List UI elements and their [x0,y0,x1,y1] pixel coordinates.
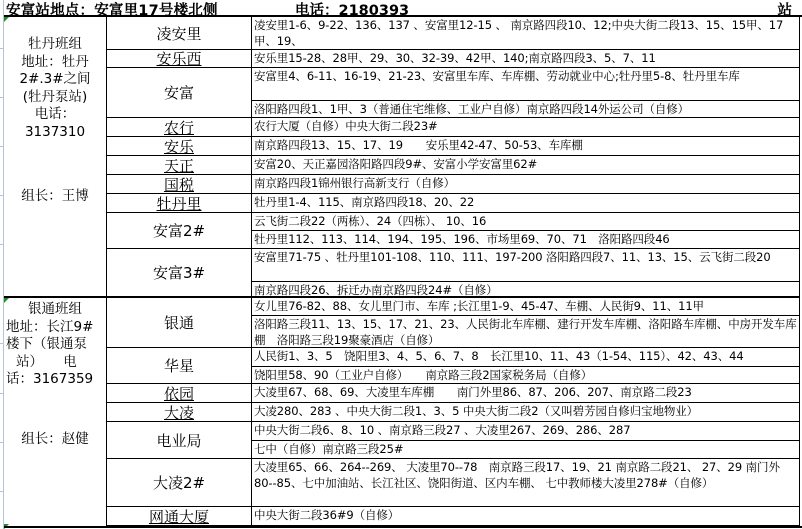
area-name: 电业局 [156,431,202,450]
row-tick [0,491,3,492]
detail-cell[interactable]: 南京路四段1锦州银行高新支行（自修） [252,175,800,194]
area-cell[interactable] [107,422,252,459]
area-cell[interactable] [107,348,252,384]
detail-cell[interactable]: 牡丹里1-4、115、南京路四段18、20、22 [252,194,800,213]
detail-cell[interactable]: 凌安里1-6、9-22、136、137 、安富里12-15 、 南京路四段10、12;中央大街二段13、15、15甲、17甲、19、 [252,17,800,50]
area-name: 天正 [163,156,194,175]
station-suffix[interactable]: 站 [777,3,792,19]
team-phone: 3137310 [24,123,86,140]
row-tick [0,244,3,245]
area-name: 大凌 [163,403,194,422]
team-phone-label: 电话： [34,106,76,122]
row-tick [0,97,3,98]
area-name: 凌安里 [156,24,202,43]
area-name: 安富3# [152,264,206,282]
detail-cell[interactable]: 安乐里15-28、28甲、29、30、32-39、42甲、140;南京路四段3、5、7、11 [252,50,800,68]
detail-cell[interactable]: 云飞街二段22（两栋）、24（四栋）、 10、16 [252,213,800,231]
area-cell[interactable] [107,68,252,118]
area-name: 牡丹里 [156,194,202,213]
detail-cell[interactable]: 安富20、天正嘉园洛阳路四段9#、安富小学安富里62# [252,156,800,175]
area-cell[interactable] [107,249,252,298]
title-row [4,0,802,17]
detail-cell[interactable]: 洛阳路三段11、13、15、17、21、23、人民街北车库棚、建行开发车库棚、洛阳路车库棚、中房开发车库棚 洛阳路三段19聚豪酒店（自修） [252,316,800,348]
row-tick [0,393,3,394]
team-pump-station: 站） 电 [16,353,77,370]
team-phone: 话：3167359 [6,371,94,387]
detail-cell[interactable]: 农行大厦（自修）中央大街二段23# [252,118,800,137]
area-cell[interactable] [107,194,252,213]
team-address-cont: 楼下（银通泵 [6,336,87,352]
team-leader: 组长：王博 [21,188,89,204]
row-tick [0,48,3,49]
row-tick [0,343,3,344]
area-name: 依园 [163,384,194,403]
area-cell[interactable] [107,213,252,249]
detail-cell[interactable]: 女儿里76-82、88、女儿里门市、车库 ;长江里1-9、45-47、车棚、人民街9、11、11甲 [252,298,800,316]
team-name: 牡丹班组 [28,36,82,52]
detail-cell[interactable]: 大凌里65、66、264--269、 大凌里70--78 南京路三段17、19、21 南京路二段21、 27、29 南门外80--85、七中加油站、长江社区、饶阳街道、区内车棚、 七中教师楼大凌里278#（自修） [252,459,800,507]
detail-cell[interactable]: 大凌280、283 、中央大街二段1、3、5 中央大街二段2（又叫碧芳园自修归宝地物业） [252,403,800,422]
area-cell[interactable] [107,17,252,50]
area-name: 国税 [163,175,194,194]
row-tick [0,442,3,443]
detail-cell[interactable]: 中央大街二段36#9（自修） [252,507,800,526]
area-name: 华星 [163,357,194,375]
team-leader: 组长：赵健 [21,431,89,447]
area-cell[interactable] [107,403,252,422]
area-name: 网通大厦 [148,507,209,526]
station-phone[interactable]: 电话：2180393 [295,3,410,19]
detail-cell[interactable]: 洛阳路四段1、1甲、3（普通住宅维修、工业户自修）南京路四段14外运公司（自修） [252,101,800,118]
detail-cell[interactable]: 牡丹里112、113、114、194、195、196、市场里69、70、71 洛阳路四段46 [252,231,800,249]
area-name: 安富2# [152,222,206,240]
area-cell[interactable] [107,118,252,137]
area-cell[interactable] [107,507,252,526]
team-cell-mudan[interactable] [4,17,107,298]
area-cell[interactable] [107,459,252,507]
area-name: 安乐西 [156,50,202,68]
detail-cell[interactable]: 南京路四段13、15、17、19 安乐里42-47、50-53、车库棚 [252,137,800,156]
comment-marker-icon [4,298,9,303]
team-pump-station: (牡丹泵站) [22,88,88,105]
detail-cell[interactable]: 安富里4、6-11、16-19、21-23、安富里车库、车库棚、劳动就业中心;牡丹里5-8、牡丹里车库 [252,68,800,101]
area-cell[interactable] [107,156,252,175]
detail-cell[interactable]: 人民街1、3、5 饶阳里3、4、5、6、7、8 长江里10、11、43（1-54、115）、42、43、44 [252,348,800,367]
area-cell[interactable] [107,384,252,403]
area-name: 农行 [163,118,194,137]
area-name: 安乐 [163,137,194,156]
team-name: 银通班组 [28,301,82,317]
detail-cell[interactable]: 饶阳里58、90（工业户自修） 南京路三段2国家税务局（自修） [252,367,800,384]
area-name: 安富 [163,84,194,102]
detail-cell[interactable]: 安富里71-75 、牡丹里101-108、110、111、197-200 洛阳路四段7、11、13、15、云飞街二段20 [252,249,800,282]
row-tick [0,195,3,196]
area-cell[interactable] [107,50,252,68]
team-address: 地址：牡丹 [21,53,89,70]
area-cell[interactable] [107,137,252,156]
detail-cell[interactable]: 大凌里67、68、69、大凌里车库棚 南门外里86、87、206、207、南京路二段23 [252,384,800,403]
area-cell[interactable] [107,175,252,194]
team-address-cont: 2#.3#之间 [19,71,91,87]
team-cell-yintong[interactable] [4,298,107,528]
row-tick [0,146,3,147]
detail-cell[interactable]: 南京路四段26、拆迁办南京路四段24#（自修） [252,282,800,298]
comment-marker-icon [4,17,9,22]
detail-cell[interactable]: 中央大街二段6、8、10 、南京路三段27 、大凌里267、269、286、287 [252,422,800,441]
detail-cell[interactable]: 七中（自修）南京路三段25# [252,441,800,459]
team-address: 地址：长江9# [6,318,94,335]
area-name: 银通 [163,314,194,332]
area-name: 大凌2# [152,474,206,492]
table-bottom-border [4,526,802,528]
area-cell[interactable] [107,298,252,348]
station-title[interactable]: 安富站地点：安富里17号楼北侧 [6,3,218,19]
